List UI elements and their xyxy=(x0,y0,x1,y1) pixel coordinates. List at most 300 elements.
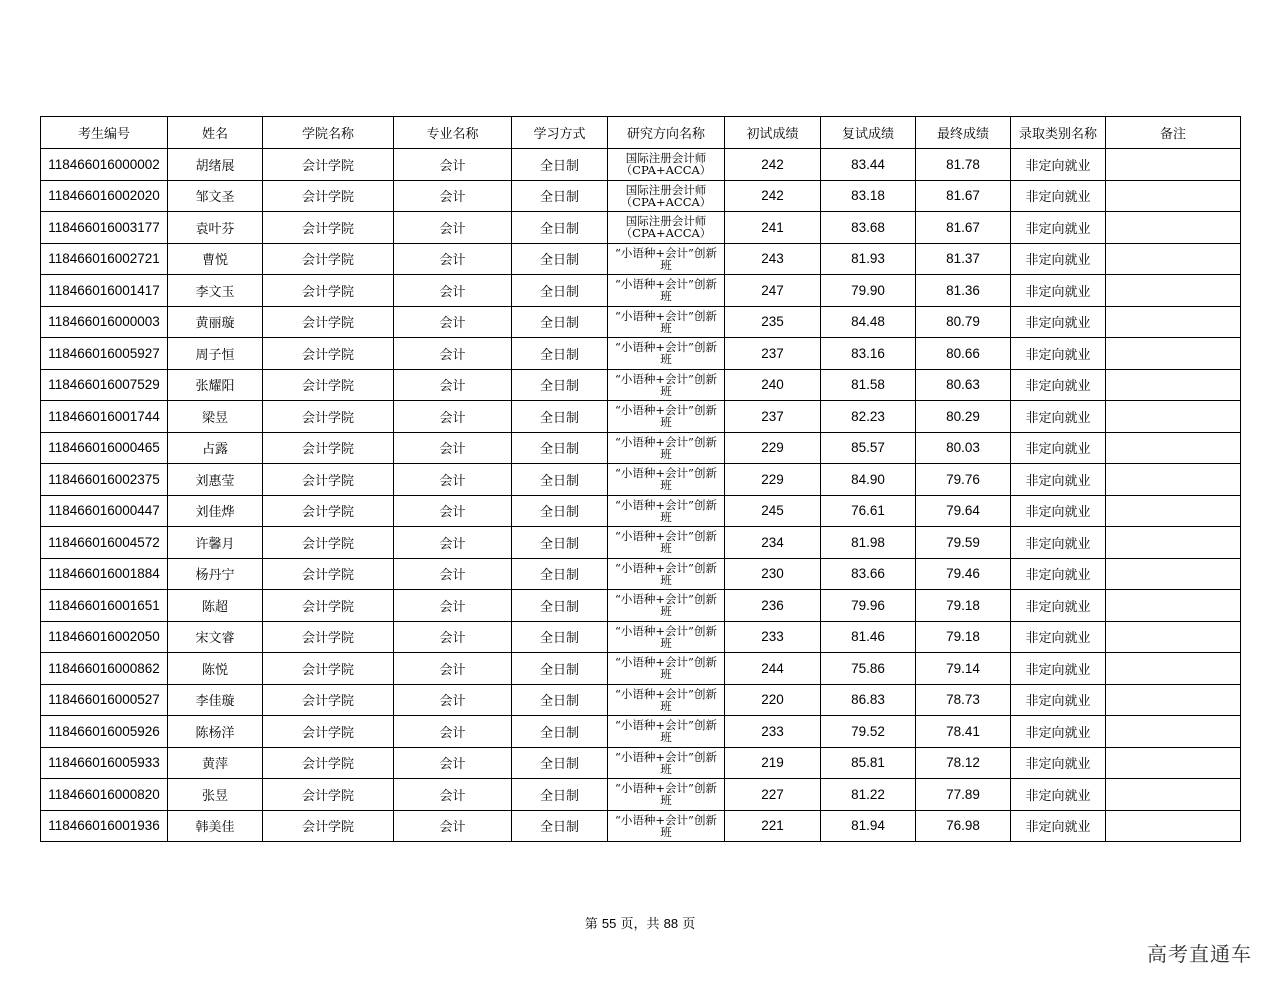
cell-admission-category: 非定向就业 xyxy=(1011,149,1106,181)
cell-major: 会计 xyxy=(394,306,512,338)
cell-admission-category: 非定向就业 xyxy=(1011,558,1106,590)
cell-study-mode: 全日制 xyxy=(512,716,608,748)
cell-admission-category: 非定向就业 xyxy=(1011,180,1106,212)
header-admission-category: 录取类别名称 xyxy=(1011,117,1106,149)
cell-retest-score: 81.93 xyxy=(821,243,916,275)
cell-college: 会计学院 xyxy=(263,747,394,779)
cell-research-direction xyxy=(608,180,725,212)
cell-retest-score: 79.52 xyxy=(821,716,916,748)
cell-initial-score: 244 xyxy=(725,653,821,685)
cell-remarks xyxy=(1106,716,1241,748)
cell-final-score: 79.64 xyxy=(916,495,1011,527)
cell-exam-id: 118466016000465 xyxy=(41,432,168,464)
cell-exam-id: 118466016002375 xyxy=(41,464,168,496)
cell-initial-score: 227 xyxy=(725,779,821,811)
research-direction-line: “小语种+会计”创新 xyxy=(615,781,717,796)
table-row xyxy=(41,621,1241,653)
cell-admission-category: 非定向就业 xyxy=(1011,527,1106,559)
cell-major: 会计 xyxy=(394,684,512,716)
table-row xyxy=(41,779,1241,811)
cell-admission-category: 非定向就业 xyxy=(1011,621,1106,653)
cell-admission-category: 非定向就业 xyxy=(1011,810,1106,842)
cell-final-score: 80.29 xyxy=(916,401,1011,433)
cell-retest-score: 85.57 xyxy=(821,432,916,464)
cell-remarks xyxy=(1106,747,1241,779)
research-direction-line: “小语种+会计”创新 xyxy=(615,277,717,292)
research-direction-line: 班 xyxy=(660,415,672,430)
cell-name: 陈杨洋 xyxy=(168,716,263,748)
cell-major: 会计 xyxy=(394,621,512,653)
cell-study-mode: 全日制 xyxy=(512,275,608,307)
research-direction-line: 班 xyxy=(660,698,672,713)
table-row xyxy=(41,464,1241,496)
cell-major: 会计 xyxy=(394,338,512,370)
cell-name: 杨丹宁 xyxy=(168,558,263,590)
cell-study-mode: 全日制 xyxy=(512,558,608,590)
cell-remarks xyxy=(1106,243,1241,275)
cell-retest-score: 82.23 xyxy=(821,401,916,433)
cell-name: 黄萍 xyxy=(168,747,263,779)
research-direction-line: “小语种+会计”创新 xyxy=(615,655,717,670)
cell-study-mode: 全日制 xyxy=(512,653,608,685)
cell-initial-score: 240 xyxy=(725,369,821,401)
cell-research-direction xyxy=(608,212,725,244)
cell-study-mode: 全日制 xyxy=(512,810,608,842)
cell-final-score: 80.63 xyxy=(916,369,1011,401)
cell-admission-category: 非定向就业 xyxy=(1011,243,1106,275)
cell-remarks xyxy=(1106,779,1241,811)
cell-admission-category: 非定向就业 xyxy=(1011,464,1106,496)
cell-final-score: 81.36 xyxy=(916,275,1011,307)
footer-middle: 页，共 xyxy=(620,917,660,932)
cell-research-direction xyxy=(608,810,725,842)
cell-remarks xyxy=(1106,149,1241,181)
cell-name: 邹文圣 xyxy=(168,180,263,212)
cell-admission-category: 非定向就业 xyxy=(1011,338,1106,370)
cell-retest-score: 79.96 xyxy=(821,590,916,622)
cell-major: 会计 xyxy=(394,464,512,496)
table-row xyxy=(41,369,1241,401)
cell-college: 会计学院 xyxy=(263,401,394,433)
cell-study-mode: 全日制 xyxy=(512,401,608,433)
cell-research-direction xyxy=(608,338,725,370)
cell-final-score: 79.59 xyxy=(916,527,1011,559)
cell-college: 会计学院 xyxy=(263,810,394,842)
research-direction-line: 班 xyxy=(660,289,672,304)
cell-remarks xyxy=(1106,495,1241,527)
cell-study-mode: 全日制 xyxy=(512,180,608,212)
cell-final-score: 79.46 xyxy=(916,558,1011,590)
research-direction-line: 班 xyxy=(660,446,672,461)
cell-initial-score: 229 xyxy=(725,464,821,496)
research-direction-line: （CPA+ACCA） xyxy=(620,194,712,209)
cell-major: 会计 xyxy=(394,432,512,464)
page-footer xyxy=(0,913,1280,932)
research-direction-line: （CPA+ACCA） xyxy=(620,226,712,241)
research-direction-line: 班 xyxy=(660,635,672,650)
cell-exam-id: 118466016005933 xyxy=(41,747,168,779)
cell-major: 会计 xyxy=(394,810,512,842)
cell-remarks xyxy=(1106,621,1241,653)
cell-final-score: 76.98 xyxy=(916,810,1011,842)
cell-research-direction xyxy=(608,306,725,338)
cell-research-direction xyxy=(608,243,725,275)
table-row xyxy=(41,684,1241,716)
research-direction-line: “小语种+会计”创新 xyxy=(615,497,717,512)
cell-final-score: 79.14 xyxy=(916,653,1011,685)
cell-initial-score: 237 xyxy=(725,401,821,433)
cell-remarks xyxy=(1106,464,1241,496)
cell-retest-score: 81.94 xyxy=(821,810,916,842)
cell-admission-category: 非定向就业 xyxy=(1011,275,1106,307)
cell-study-mode: 全日制 xyxy=(512,590,608,622)
cell-retest-score: 81.46 xyxy=(821,621,916,653)
cell-study-mode: 全日制 xyxy=(512,464,608,496)
cell-name: 周子恒 xyxy=(168,338,263,370)
cell-final-score: 81.37 xyxy=(916,243,1011,275)
header-college: 学院名称 xyxy=(263,117,394,149)
cell-exam-id: 118466016001417 xyxy=(41,275,168,307)
table-row xyxy=(41,180,1241,212)
cell-study-mode: 全日制 xyxy=(512,243,608,275)
cell-retest-score: 84.90 xyxy=(821,464,916,496)
cell-retest-score: 84.48 xyxy=(821,306,916,338)
cell-initial-score: 233 xyxy=(725,621,821,653)
research-direction-line: 班 xyxy=(660,478,672,493)
cell-research-direction xyxy=(608,621,725,653)
research-direction-line: 国际注册会计师 xyxy=(625,182,707,197)
cell-name: 陈超 xyxy=(168,590,263,622)
header-research-direction: 研究方向名称 xyxy=(608,117,725,149)
research-direction-line: 班 xyxy=(660,257,672,272)
cell-exam-id: 118466016000862 xyxy=(41,653,168,685)
cell-remarks xyxy=(1106,558,1241,590)
research-direction-line: 班 xyxy=(660,761,672,776)
research-direction-line: “小语种+会计”创新 xyxy=(615,560,717,575)
watermark-text: 高考直通车 xyxy=(1147,942,1252,966)
header-study-mode: 学习方式 xyxy=(512,117,608,149)
cell-major: 会计 xyxy=(394,243,512,275)
cell-initial-score: 229 xyxy=(725,432,821,464)
cell-final-score: 78.73 xyxy=(916,684,1011,716)
cell-retest-score: 81.58 xyxy=(821,369,916,401)
cell-research-direction xyxy=(608,558,725,590)
table-row xyxy=(41,810,1241,842)
cell-exam-id: 118466016000820 xyxy=(41,779,168,811)
cell-final-score: 81.67 xyxy=(916,180,1011,212)
cell-research-direction xyxy=(608,464,725,496)
research-direction-line: “小语种+会计”创新 xyxy=(615,718,717,733)
cell-major: 会计 xyxy=(394,149,512,181)
cell-remarks xyxy=(1106,810,1241,842)
cell-study-mode: 全日制 xyxy=(512,495,608,527)
cell-college: 会计学院 xyxy=(263,306,394,338)
cell-admission-category: 非定向就业 xyxy=(1011,716,1106,748)
cell-major: 会计 xyxy=(394,369,512,401)
research-direction-line: “小语种+会计”创新 xyxy=(615,529,717,544)
footer-suffix: 页 xyxy=(682,917,696,932)
research-direction-line: “小语种+会计”创新 xyxy=(615,812,717,827)
research-direction-line: 班 xyxy=(660,824,672,839)
admission-table xyxy=(40,116,1241,842)
cell-exam-id: 118466016001651 xyxy=(41,590,168,622)
cell-college: 会计学院 xyxy=(263,369,394,401)
cell-name: 李佳璇 xyxy=(168,684,263,716)
header-initial-score: 初试成绩 xyxy=(725,117,821,149)
cell-study-mode: 全日制 xyxy=(512,306,608,338)
table-row xyxy=(41,212,1241,244)
research-direction-line: 班 xyxy=(660,793,672,808)
cell-name: 曹悦 xyxy=(168,243,263,275)
cell-retest-score: 79.90 xyxy=(821,275,916,307)
cell-initial-score: 241 xyxy=(725,212,821,244)
cell-retest-score: 76.61 xyxy=(821,495,916,527)
cell-major: 会计 xyxy=(394,401,512,433)
cell-exam-id: 118466016001884 xyxy=(41,558,168,590)
cell-final-score: 79.18 xyxy=(916,621,1011,653)
current-page-number: 55 xyxy=(601,916,617,931)
table-row xyxy=(41,653,1241,685)
cell-exam-id: 118466016001744 xyxy=(41,401,168,433)
cell-study-mode: 全日制 xyxy=(512,338,608,370)
cell-name: 张耀阳 xyxy=(168,369,263,401)
table-row xyxy=(41,432,1241,464)
cell-name: 陈悦 xyxy=(168,653,263,685)
cell-initial-score: 233 xyxy=(725,716,821,748)
cell-college: 会计学院 xyxy=(263,180,394,212)
cell-admission-category: 非定向就业 xyxy=(1011,212,1106,244)
cell-admission-category: 非定向就业 xyxy=(1011,653,1106,685)
table-header-row xyxy=(41,117,1241,149)
cell-college: 会计学院 xyxy=(263,212,394,244)
research-direction-line: 国际注册会计师 xyxy=(625,214,707,229)
cell-initial-score: 236 xyxy=(725,590,821,622)
cell-college: 会计学院 xyxy=(263,527,394,559)
cell-study-mode: 全日制 xyxy=(512,149,608,181)
cell-college: 会计学院 xyxy=(263,495,394,527)
cell-remarks xyxy=(1106,590,1241,622)
cell-major: 会计 xyxy=(394,180,512,212)
cell-initial-score: 234 xyxy=(725,527,821,559)
cell-research-direction xyxy=(608,432,725,464)
cell-admission-category: 非定向就业 xyxy=(1011,684,1106,716)
cell-college: 会计学院 xyxy=(263,558,394,590)
cell-research-direction xyxy=(608,716,725,748)
cell-final-score: 80.79 xyxy=(916,306,1011,338)
cell-admission-category: 非定向就业 xyxy=(1011,306,1106,338)
research-direction-line: 班 xyxy=(660,541,672,556)
research-direction-line: “小语种+会计”创新 xyxy=(615,749,717,764)
cell-major: 会计 xyxy=(394,590,512,622)
cell-exam-id: 118466016000002 xyxy=(41,149,168,181)
cell-retest-score: 85.81 xyxy=(821,747,916,779)
research-direction-line: 国际注册会计师 xyxy=(625,151,707,166)
cell-remarks xyxy=(1106,338,1241,370)
cell-research-direction xyxy=(608,747,725,779)
cell-initial-score: 242 xyxy=(725,180,821,212)
cell-admission-category: 非定向就业 xyxy=(1011,432,1106,464)
cell-study-mode: 全日制 xyxy=(512,621,608,653)
cell-study-mode: 全日制 xyxy=(512,527,608,559)
cell-major: 会计 xyxy=(394,747,512,779)
footer-prefix: 第 xyxy=(584,917,598,932)
cell-remarks xyxy=(1106,369,1241,401)
table-row xyxy=(41,527,1241,559)
cell-study-mode: 全日制 xyxy=(512,212,608,244)
cell-retest-score: 81.98 xyxy=(821,527,916,559)
table-row xyxy=(41,558,1241,590)
cell-college: 会计学院 xyxy=(263,653,394,685)
cell-college: 会计学院 xyxy=(263,149,394,181)
cell-remarks xyxy=(1106,527,1241,559)
cell-initial-score: 237 xyxy=(725,338,821,370)
cell-final-score: 78.41 xyxy=(916,716,1011,748)
cell-remarks xyxy=(1106,306,1241,338)
research-direction-line: 班 xyxy=(660,320,672,335)
header-remarks: 备注 xyxy=(1106,117,1241,149)
cell-initial-score: 219 xyxy=(725,747,821,779)
cell-research-direction xyxy=(608,149,725,181)
cell-college: 会计学院 xyxy=(263,716,394,748)
cell-exam-id: 118466016007529 xyxy=(41,369,168,401)
table-row xyxy=(41,495,1241,527)
cell-name: 刘佳烨 xyxy=(168,495,263,527)
research-direction-line: 班 xyxy=(660,383,672,398)
cell-admission-category: 非定向就业 xyxy=(1011,590,1106,622)
cell-name: 宋文睿 xyxy=(168,621,263,653)
cell-college: 会计学院 xyxy=(263,464,394,496)
cell-remarks xyxy=(1106,401,1241,433)
cell-retest-score: 81.22 xyxy=(821,779,916,811)
cell-research-direction xyxy=(608,684,725,716)
cell-retest-score: 83.44 xyxy=(821,149,916,181)
cell-initial-score: 230 xyxy=(725,558,821,590)
table-row xyxy=(41,747,1241,779)
cell-admission-category: 非定向就业 xyxy=(1011,779,1106,811)
table-row xyxy=(41,275,1241,307)
cell-major: 会计 xyxy=(394,779,512,811)
table-row xyxy=(41,149,1241,181)
cell-retest-score: 83.16 xyxy=(821,338,916,370)
table-row xyxy=(41,716,1241,748)
table-row xyxy=(41,306,1241,338)
research-direction-line: “小语种+会计”创新 xyxy=(615,466,717,481)
cell-name: 韩美佳 xyxy=(168,810,263,842)
cell-admission-category: 非定向就业 xyxy=(1011,369,1106,401)
cell-study-mode: 全日制 xyxy=(512,432,608,464)
cell-exam-id: 118466016000447 xyxy=(41,495,168,527)
table-row xyxy=(41,243,1241,275)
cell-name: 胡绪展 xyxy=(168,149,263,181)
cell-major: 会计 xyxy=(394,558,512,590)
cell-final-score: 81.67 xyxy=(916,212,1011,244)
cell-exam-id: 118466016005927 xyxy=(41,338,168,370)
cell-research-direction xyxy=(608,369,725,401)
cell-major: 会计 xyxy=(394,495,512,527)
cell-name: 许馨月 xyxy=(168,527,263,559)
cell-name: 梁昱 xyxy=(168,401,263,433)
cell-exam-id: 118466016002721 xyxy=(41,243,168,275)
cell-retest-score: 83.18 xyxy=(821,180,916,212)
cell-name: 占露 xyxy=(168,432,263,464)
cell-research-direction xyxy=(608,401,725,433)
cell-exam-id: 118466016005926 xyxy=(41,716,168,748)
cell-initial-score: 220 xyxy=(725,684,821,716)
cell-study-mode: 全日制 xyxy=(512,369,608,401)
cell-admission-category: 非定向就业 xyxy=(1011,495,1106,527)
header-final-score: 最终成绩 xyxy=(916,117,1011,149)
cell-initial-score: 243 xyxy=(725,243,821,275)
cell-name: 黄丽璇 xyxy=(168,306,263,338)
cell-exam-id: 118466016004572 xyxy=(41,527,168,559)
research-direction-line: “小语种+会计”创新 xyxy=(615,623,717,638)
cell-remarks xyxy=(1106,180,1241,212)
cell-exam-id: 118466016003177 xyxy=(41,212,168,244)
cell-final-score: 80.03 xyxy=(916,432,1011,464)
cell-exam-id: 118466016002050 xyxy=(41,621,168,653)
cell-final-score: 81.78 xyxy=(916,149,1011,181)
cell-initial-score: 221 xyxy=(725,810,821,842)
cell-college: 会计学院 xyxy=(263,243,394,275)
cell-research-direction xyxy=(608,495,725,527)
header-retest-score: 复试成绩 xyxy=(821,117,916,149)
cell-exam-id: 118466016001936 xyxy=(41,810,168,842)
cell-college: 会计学院 xyxy=(263,684,394,716)
cell-study-mode: 全日制 xyxy=(512,779,608,811)
research-direction-line: “小语种+会计”创新 xyxy=(615,686,717,701)
cell-remarks xyxy=(1106,212,1241,244)
cell-remarks xyxy=(1106,684,1241,716)
research-direction-line: “小语种+会计”创新 xyxy=(615,340,717,355)
cell-college: 会计学院 xyxy=(263,338,394,370)
cell-exam-id: 118466016000527 xyxy=(41,684,168,716)
research-direction-line: 班 xyxy=(660,352,672,367)
research-direction-line: “小语种+会计”创新 xyxy=(615,371,717,386)
cell-final-score: 79.18 xyxy=(916,590,1011,622)
cell-study-mode: 全日制 xyxy=(512,747,608,779)
table-row xyxy=(41,338,1241,370)
cell-name: 张昱 xyxy=(168,779,263,811)
cell-final-score: 80.66 xyxy=(916,338,1011,370)
cell-initial-score: 242 xyxy=(725,149,821,181)
cell-name: 刘惠莹 xyxy=(168,464,263,496)
research-direction-line: 班 xyxy=(660,509,672,524)
total-page-number: 88 xyxy=(663,916,679,931)
cell-study-mode: 全日制 xyxy=(512,684,608,716)
cell-major: 会计 xyxy=(394,275,512,307)
research-direction-line: 班 xyxy=(660,667,672,682)
cell-major: 会计 xyxy=(394,716,512,748)
cell-college: 会计学院 xyxy=(263,432,394,464)
cell-final-score: 78.12 xyxy=(916,747,1011,779)
cell-final-score: 79.76 xyxy=(916,464,1011,496)
table-row xyxy=(41,401,1241,433)
cell-college: 会计学院 xyxy=(263,590,394,622)
cell-admission-category: 非定向就业 xyxy=(1011,401,1106,433)
cell-initial-score: 235 xyxy=(725,306,821,338)
cell-retest-score: 83.68 xyxy=(821,212,916,244)
cell-retest-score: 86.83 xyxy=(821,684,916,716)
research-direction-line: “小语种+会计”创新 xyxy=(615,245,717,260)
cell-initial-score: 245 xyxy=(725,495,821,527)
research-direction-line: “小语种+会计”创新 xyxy=(615,308,717,323)
research-direction-line: （CPA+ACCA） xyxy=(620,163,712,178)
table-row xyxy=(41,590,1241,622)
cell-remarks xyxy=(1106,653,1241,685)
cell-initial-score: 247 xyxy=(725,275,821,307)
cell-admission-category: 非定向就业 xyxy=(1011,747,1106,779)
header-name: 姓名 xyxy=(168,117,263,149)
